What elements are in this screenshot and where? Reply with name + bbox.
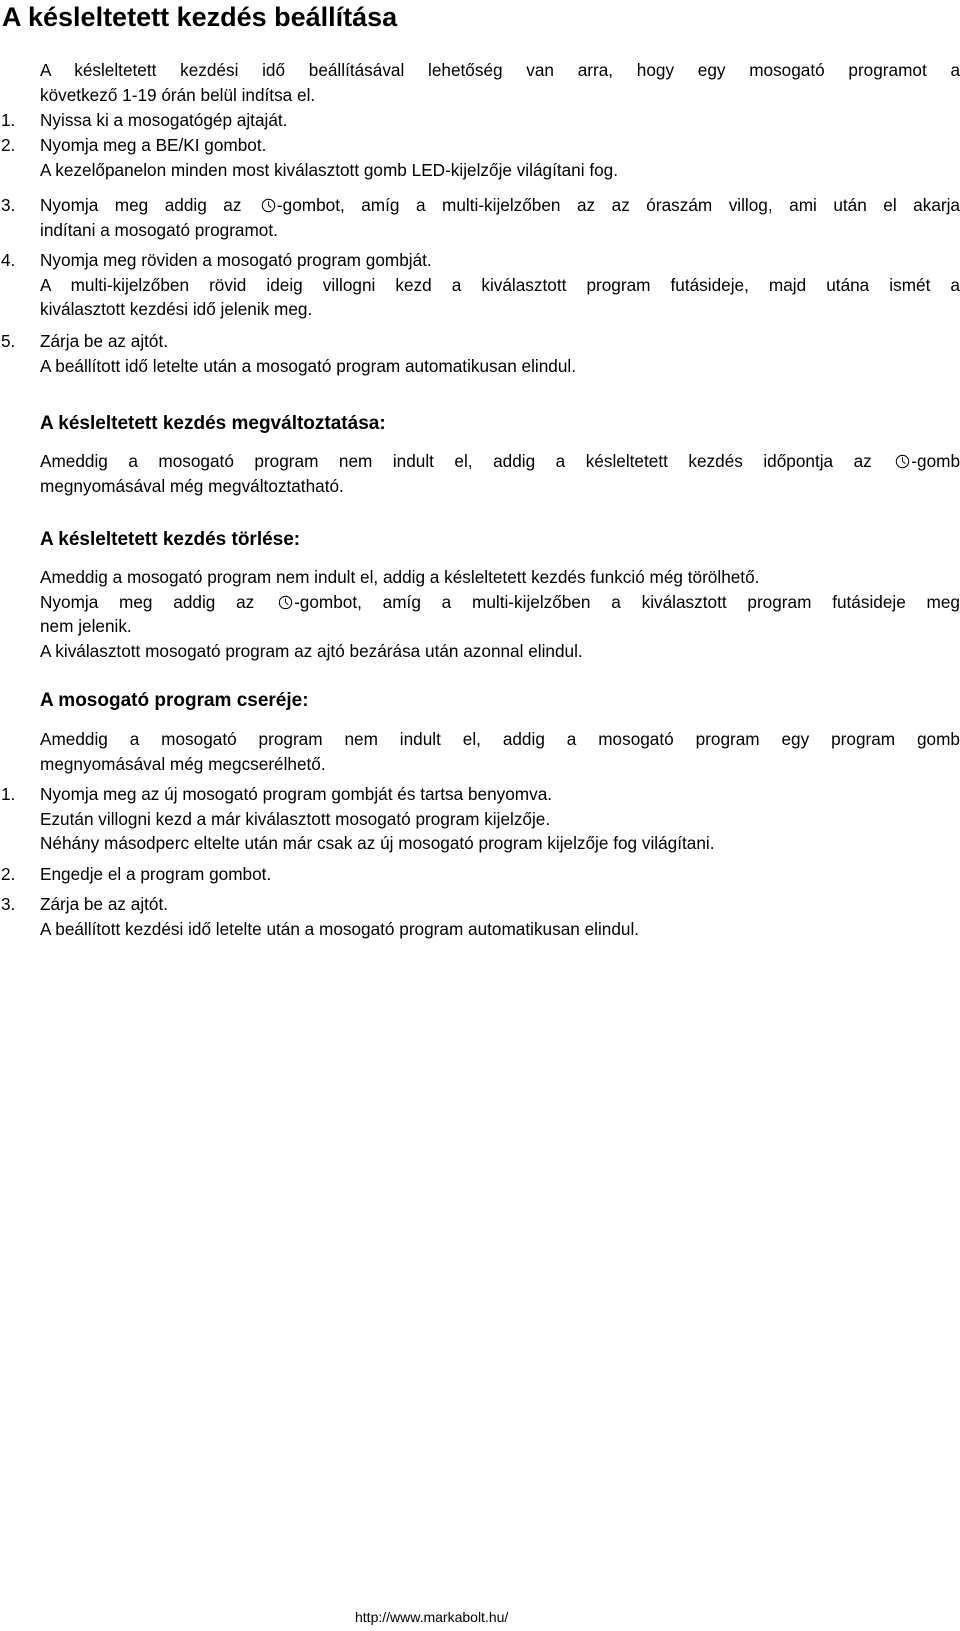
clock-icon bbox=[261, 198, 276, 213]
step-text: Nyomja meg a BE/KI gombot. bbox=[40, 135, 267, 155]
step-text: kiválasztott kezdési idő jelenik meg. bbox=[40, 299, 313, 319]
paragraph-line: nem jelenik. bbox=[40, 616, 132, 636]
step-text: Engedje el a program gombot. bbox=[40, 864, 272, 884]
step-text: A beállított idő letelte után a mosogató program automatikusan elindul. bbox=[40, 355, 577, 376]
intro-line: A késleltetett kezdési idő beállításával lehetőség van arra, hogy egy mosogató programot a bbox=[40, 60, 960, 80]
step-text: Ezután villogni kezd a már kiválasztott mosogató program kijelzője. bbox=[40, 808, 551, 829]
step-text: Nyissa ki a mosogatógép ajtaját. bbox=[40, 110, 288, 130]
section-heading-change: A késleltetett kezdés megváltoztatása: bbox=[40, 413, 386, 434]
swap-intro-paragraph bbox=[40, 727, 960, 776]
section-heading-cancel: A késleltetett kezdés törlése: bbox=[40, 529, 301, 550]
footer-url: http://www.markabolt.hu/ bbox=[355, 1609, 509, 1625]
change-paragraph bbox=[40, 449, 960, 498]
paragraph-text-part: Nyomja meg addig az bbox=[40, 591, 276, 612]
section-heading-swap: A mosogató program cseréje: bbox=[40, 690, 309, 711]
clock-icon bbox=[278, 595, 293, 610]
step-text-part: -gombot, amíg a multi-kijelzőben az az óraszám villog, ami után el akarja bbox=[276, 195, 960, 215]
step-text: Nyomja meg röviden a mosogató program gombját. bbox=[40, 250, 432, 270]
step-text: Néhány másodperc eltelte után már csak az új mosogató program kijelzője fog világítani. bbox=[40, 833, 715, 853]
step-text: A kezelőpanelon minden most kiválasztott gomb LED-kijelzője világítani fog. bbox=[40, 159, 618, 180]
step-text: Zárja be az ajtót. bbox=[40, 331, 169, 351]
intro-paragraph bbox=[40, 58, 960, 107]
step-number: 3. bbox=[1, 195, 16, 215]
step-number: 1. bbox=[1, 784, 16, 804]
paragraph-text-part: Ameddig a mosogató program nem indult el, addig a késleltetett kezdés időpontja az bbox=[40, 451, 893, 471]
paragraph-line: megnyomásával még megcserélhető. bbox=[40, 753, 326, 774]
paragraph-line: A kiválasztott mosogató program az ajtó bezárása után azonnal elindul. bbox=[40, 640, 583, 661]
setup-step-3 bbox=[0, 193, 960, 242]
swap-step-2 bbox=[0, 862, 960, 887]
swap-step-1 bbox=[0, 782, 960, 856]
step-text: Zárja be az ajtót. bbox=[40, 894, 169, 914]
setup-step-1 bbox=[0, 108, 960, 133]
paragraph-line: Ameddig a mosogató program nem indult el, addig a mosogató program egy program gomb bbox=[40, 729, 960, 749]
step-text-part: Nyomja meg addig az bbox=[40, 195, 258, 215]
intro-line: következő 1-19 órán belül indítsa el. bbox=[40, 84, 316, 105]
paragraph-text-part: -gombot, amíg a multi-kijelzőben a kiválasztott program futásideje meg bbox=[294, 591, 960, 612]
step-text: A multi-kijelzőben rövid ideig villogni kezd a kiválasztott program futásideje, majd utána ismét a bbox=[40, 274, 960, 295]
paragraph-line: megnyomásával még megváltoztatható. bbox=[40, 475, 344, 496]
setup-step-5 bbox=[0, 329, 960, 378]
setup-step-4 bbox=[0, 248, 960, 322]
paragraph-line: Ameddig a mosogató program nem indult el, addig a késleltetett kezdés funkció még törölhető. bbox=[40, 567, 760, 587]
step-text: Nyomja meg az új mosogató program gombját és tartsa benyomva. bbox=[40, 784, 553, 804]
step-number: 2. bbox=[1, 135, 16, 155]
step-text bbox=[40, 193, 960, 218]
step-number: 4. bbox=[1, 250, 16, 270]
paragraph-text-part: -gomb bbox=[911, 451, 960, 471]
step-number: 5. bbox=[1, 331, 16, 351]
step-number: 3. bbox=[1, 894, 16, 914]
setup-step-2 bbox=[0, 133, 960, 182]
paragraph-line bbox=[40, 590, 960, 615]
step-number: 2. bbox=[1, 864, 16, 884]
page-title: A késleltetett kezdés beállítása bbox=[2, 2, 398, 32]
swap-step-3 bbox=[0, 892, 960, 941]
cancel-paragraph bbox=[40, 565, 960, 663]
step-number: 1. bbox=[1, 110, 16, 130]
step-text: indítani a mosogató programot. bbox=[40, 219, 278, 240]
clock-icon bbox=[895, 454, 910, 469]
step-text: A beállított kezdési idő letelte után a mosogató program automatikusan elindul. bbox=[40, 918, 640, 939]
paragraph-line bbox=[40, 449, 960, 474]
